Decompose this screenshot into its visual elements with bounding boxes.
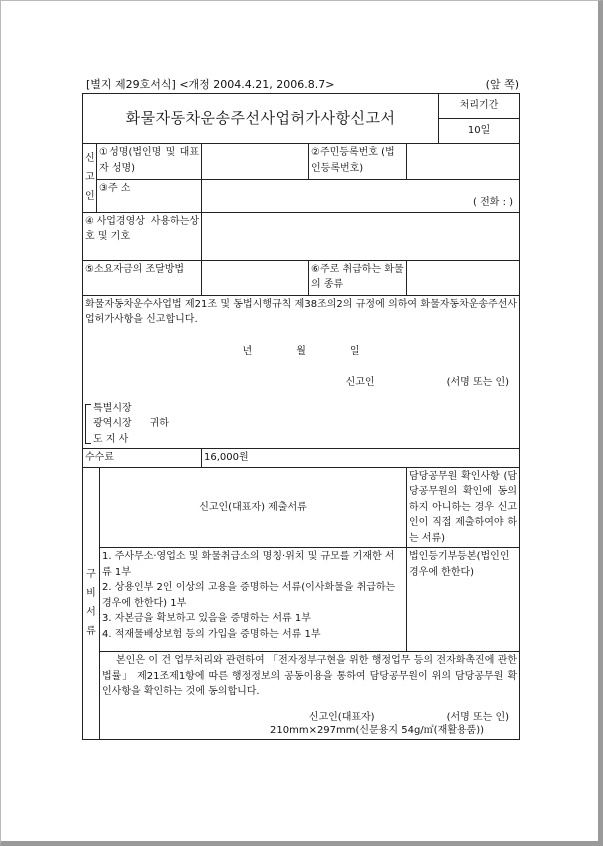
month-label: 월: [296, 345, 306, 357]
document-item: 2. 상용인부 2인 이상의 고용을 증명하는 서류(이사화물을 취급하는 경우에 한한다) 1부: [102, 582, 396, 609]
consent-signature-label: (서명 또는 인): [446, 711, 510, 723]
day-label: 일: [349, 345, 360, 357]
applicant-label: 신고인: [345, 377, 375, 388]
authority-item: 특별시장: [93, 402, 132, 414]
page-side: (앞 쪽): [485, 78, 519, 91]
document-item: 3. 자본금을 확보하고 있음을 증명하는 서류 1부: [102, 613, 311, 624]
address-label: ③주 소: [97, 180, 202, 213]
cargo-type-label: ⑥주로 취급하는 화물의 종류: [309, 260, 407, 295]
authority-item: 도 지 사: [93, 433, 129, 445]
submit-documents-header: 신고인(대표자) 제출서류: [100, 467, 407, 548]
form-number: [별지 제29호서식] <개정 2004.4.21, 2006.8.7>: [86, 78, 335, 91]
address-field[interactable]: [202, 180, 520, 213]
resident-number-field[interactable]: [407, 144, 520, 180]
addressee-block: [85, 401, 517, 448]
resident-number-label: ②주민등록번호 (법인등록번호): [309, 144, 407, 180]
capital-source-field[interactable]: [202, 260, 309, 295]
phone-label: ( 전화 : ): [473, 197, 514, 208]
cargo-type-field[interactable]: [407, 260, 520, 295]
processing-period-value: 10일: [439, 119, 520, 144]
applicant-section-label: 신고인: [83, 144, 97, 213]
form-title: 화물자동차운송주선사업허가사항신고서: [83, 94, 439, 144]
consent-text: 본인은 이 건 업무처리와 관련하여 「전자정부구현을 위한 행정업무 등의 전자화촉진에 관한 법률」 제21조제1항에 따른 행정정보의 공동이용을 통하여 담당공무원이 위의 담당공무원 확인사항을 확인하는 것에 동의합니다.: [102, 655, 518, 697]
paper-spec: 210mm×297mm(신문용지 54g/㎡(재활용품)): [270, 725, 485, 736]
processing-period-label: 처리기간: [439, 94, 520, 119]
declaration-section: [83, 295, 520, 449]
fee-label: 수수료: [83, 449, 202, 468]
report-form: [82, 93, 520, 740]
document-item: 1. 주사무소·영업소 및 화물취급소의 명칭·위치 및 규모를 기재한 서류 1부: [102, 551, 395, 578]
name-field[interactable]: [202, 144, 309, 180]
submit-documents-list: [100, 548, 407, 652]
declaration-text: 화물자동차운수사업법 제21조 및 동법시행규칙 제38조의2의 규정에 의하여 화물자동차운송주선사업허가사항을 신고합니다.: [85, 298, 518, 325]
capital-source-label: ⑤소요자금의 조달방법: [83, 260, 202, 295]
year-label: 년: [242, 345, 253, 357]
confirm-items-header: 담당공무원 확인사항 (담당공무원의 확인에 동의하지 아니하는 경우 신고인이 직접 제출하여야 하는 서류): [407, 467, 520, 548]
document-item: 4. 적재물배상보험 등의 가입을 증명하는 서류 1부: [102, 628, 321, 640]
fee-value: 16,000원: [202, 449, 520, 468]
authority-list: [93, 401, 132, 448]
bracket-mark: [85, 404, 91, 444]
addressee-label: 귀하: [149, 418, 169, 429]
confirm-item: 법인등기부등본(법인인 경우에 한한다): [407, 548, 520, 652]
date-row: [85, 344, 517, 360]
signature-label: (서명 또는 인): [446, 377, 510, 388]
business-name-field[interactable]: [202, 212, 520, 260]
form-header: [86, 76, 519, 92]
applicant-signature-row: [85, 375, 517, 391]
documents-section-label: 구비서류: [83, 467, 100, 740]
authority-item: 광역시장: [93, 418, 132, 429]
consent-applicant-label: 신고인(대표자): [308, 711, 375, 723]
business-name-label: ④사업경영상 사용하는상호 및 기호: [83, 212, 202, 260]
name-label: ①성명(법인명 및 대표자 성명): [97, 144, 202, 180]
